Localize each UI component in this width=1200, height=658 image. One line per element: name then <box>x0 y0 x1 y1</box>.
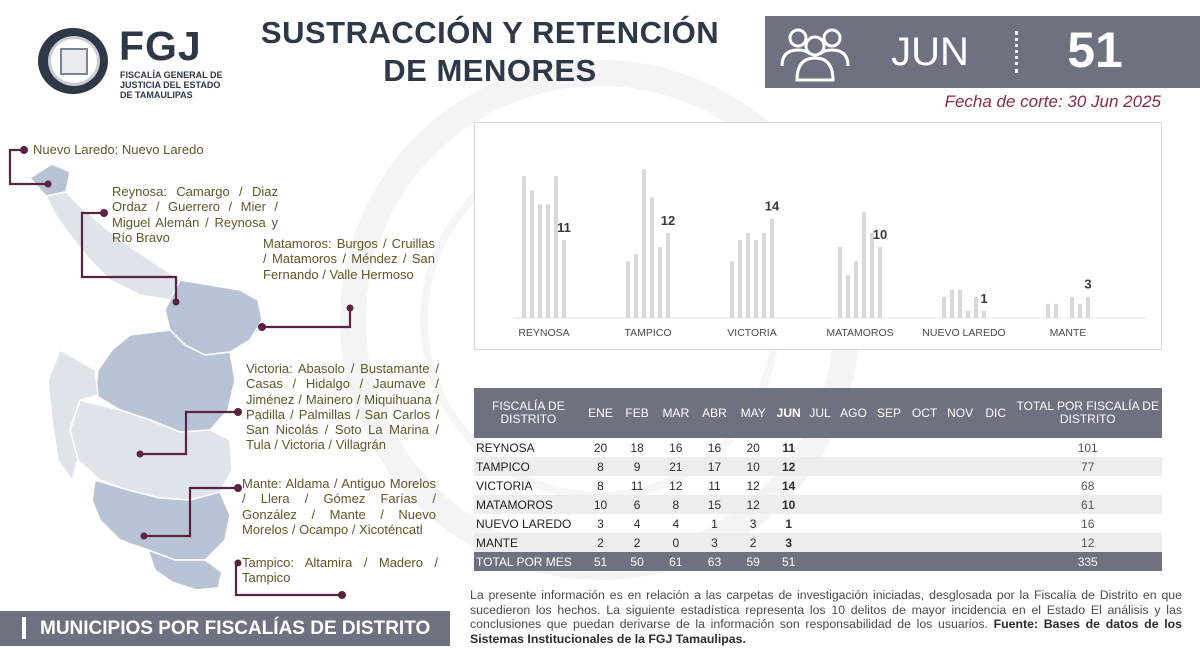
table-cell <box>942 533 978 552</box>
table-cell: 3 <box>696 533 734 552</box>
category-label-matamoros: MATAMOROS <box>826 327 894 339</box>
table-cell: TAMPICO <box>474 457 583 476</box>
table-cell <box>871 457 907 476</box>
col-header-may: MAY <box>733 388 773 438</box>
table-cell <box>942 438 978 457</box>
data-table <box>474 388 1162 571</box>
table-cell: 16 <box>707 440 722 455</box>
table-cell <box>804 533 835 552</box>
bar-victoria-abr <box>754 240 758 318</box>
table-cell <box>871 476 907 495</box>
logo-subtitle: FISCALÍA GENERAL DE JUSTICIA DEL ESTADO DE TAMAULIPAS <box>120 70 223 100</box>
bar-matamoros-jun <box>878 247 882 318</box>
table-footer-cell <box>978 552 1014 571</box>
table-cell <box>871 438 907 457</box>
table-cell <box>804 438 835 457</box>
table-cell: 77 <box>1013 457 1162 476</box>
data-label-matamoros: 10 <box>872 227 888 243</box>
col-header-ene: ENE <box>583 388 619 438</box>
table-cell <box>907 533 943 552</box>
col-header-dic: DIC <box>978 388 1014 438</box>
table-footer-cell: 335 <box>1013 552 1162 571</box>
table-cell <box>804 495 835 514</box>
table-cell: 6 <box>618 495 656 514</box>
data-label-reynosa: 11 <box>557 220 571 235</box>
bar-matamoros-abr <box>862 212 866 318</box>
bar-nuevo-laredo-abr <box>966 311 970 318</box>
legend-mark <box>22 617 26 639</box>
note-text: La presente información es en relación a las carpetas de investigación iniciadas, desglosada por la Fiscalía de Distrito en que sucedieron los hechos. La siguiente estadística representa los 10 delitos de mayor incidencia en el Estado El análisis y las conclusiones que puedan derivarse de la información son responsabilidad de los usuarios. <box>470 588 1182 632</box>
table-cell <box>836 476 872 495</box>
table-cell: 11 <box>782 440 796 455</box>
bar-tampico-jun <box>666 233 670 318</box>
table-cell: 16 <box>669 440 683 455</box>
table-row <box>474 533 1162 552</box>
table-cell <box>978 533 1014 552</box>
table-cell: 12 <box>773 457 804 476</box>
map-label-tampico: Tampico: Altamira / Madero / Tampico <box>242 555 438 586</box>
table-cell: 3 <box>597 516 604 531</box>
table-cell: 12 <box>746 478 760 493</box>
bar-tampico-mar <box>642 169 646 318</box>
bar-mante-may <box>1078 304 1082 318</box>
bar-matamoros-feb <box>846 275 850 318</box>
table-cell <box>907 438 943 457</box>
bar-matamoros-ene <box>838 247 842 318</box>
table-cell: 15 <box>696 495 734 514</box>
methodology-note <box>470 588 1182 646</box>
table-cell: 1 <box>711 516 718 531</box>
table-cell <box>804 476 835 495</box>
table-cell <box>907 514 943 533</box>
bar-chart <box>474 122 1162 350</box>
bar-nuevo-laredo-feb <box>950 290 954 318</box>
table-cell <box>836 533 872 552</box>
table-footer-cell: 51 <box>583 552 619 571</box>
table-cell: 8 <box>597 478 604 493</box>
note-source: Fuente: Bases de datos de los Sistemas Institucionales de la FGJ Tamaulipas. <box>470 617 1182 646</box>
bar-nuevo-laredo-ene <box>942 297 946 318</box>
month-label: JUN <box>891 30 969 74</box>
month-divider <box>1015 31 1018 73</box>
table-row <box>474 438 1162 457</box>
table-cell: 4 <box>633 516 641 531</box>
bar-tampico-abr <box>650 197 654 318</box>
table-cell: 2 <box>583 533 619 552</box>
table-cell: 12 <box>733 495 773 514</box>
bar-tampico-feb <box>634 254 638 318</box>
category-label-mante: MANTE <box>1049 327 1087 339</box>
bar-nuevo-laredo-mar <box>958 290 962 318</box>
table-footer-cell <box>871 552 907 571</box>
table-cell <box>836 438 872 457</box>
table-cell <box>978 514 1014 533</box>
table-cell: 16 <box>1081 516 1095 531</box>
col-header-jul: JUL <box>804 388 835 438</box>
table-footer-cell: 61 <box>656 552 696 571</box>
table-cell: 12 <box>669 478 683 493</box>
bar-reynosa-ene <box>522 176 526 318</box>
table-cell <box>978 457 1014 476</box>
map-label-nuevo-laredo: Nuevo Laredo: Nuevo Laredo <box>33 142 204 157</box>
table-cell <box>942 476 978 495</box>
table-cell: 17 <box>696 457 734 476</box>
table-cell: 4 <box>672 516 680 531</box>
fgj-seal-shield <box>60 48 88 75</box>
bar-matamoros-mar <box>854 261 858 318</box>
bar-matamoros-may <box>870 233 874 318</box>
table-footer-cell: 59 <box>733 552 773 571</box>
category-label-reynosa: REYNOSA <box>518 327 570 339</box>
table-cell: MANTE <box>474 533 583 552</box>
table-cell <box>871 533 907 552</box>
col-header-nov: NOV <box>942 388 978 438</box>
table-cell: 20 <box>593 440 608 455</box>
table-footer-cell: 63 <box>696 552 734 571</box>
table-footer-cell: TOTAL POR MES <box>474 552 583 571</box>
table-cell <box>978 438 1014 457</box>
table-cell: 8 <box>656 495 696 514</box>
data-label-nuevo-laredo: 1 <box>980 290 988 306</box>
col-header-feb: FEB <box>618 388 656 438</box>
table-cell <box>871 514 907 533</box>
table-cell <box>978 495 1014 514</box>
table-cell: 3 <box>749 516 757 531</box>
bar-tampico-ene <box>626 261 630 318</box>
table-footer-cell <box>907 552 943 571</box>
table-cell <box>836 457 872 476</box>
col-header-abr: ABR <box>696 388 734 438</box>
bar-victoria-mar <box>746 233 750 318</box>
table-row <box>474 476 1162 495</box>
month-total: 51 <box>1067 22 1123 78</box>
table-cell: 10 <box>773 495 804 514</box>
map-legend-title: MUNICIPIOS POR FISCALÍAS DE DISTRITO <box>40 618 431 639</box>
table-cell: 11 <box>630 478 644 493</box>
table-cell <box>871 495 907 514</box>
table-cell <box>804 514 835 533</box>
bar-reynosa-may <box>554 176 558 318</box>
map-label-matamoros: Matamoros: Burgos / Cruillas / Matamoros / Méndez / San Fernando / Valle Hermoso <box>263 236 435 282</box>
page-title: SUSTRACCIÓN Y RETENCIÓN DE MENORES <box>260 15 720 88</box>
table-cell <box>942 495 978 514</box>
col-header-sep: SEP <box>871 388 907 438</box>
table-cell: 10 <box>733 457 773 476</box>
table-cell <box>907 457 943 476</box>
table-header-row <box>474 388 1162 438</box>
table-cell: REYNOSA <box>476 440 535 455</box>
table-footer-cell <box>804 552 835 571</box>
people-group-icon <box>778 22 852 82</box>
table-cell <box>836 514 872 533</box>
table-cell <box>907 495 943 514</box>
data-label-victoria: 14 <box>764 198 780 214</box>
table-cell: 1 <box>785 516 793 531</box>
table-row <box>474 495 1162 514</box>
data-label-mante: 3 <box>1084 276 1092 292</box>
table-cell: MATAMOROS <box>474 495 583 514</box>
table-footer-cell: 51 <box>773 552 804 571</box>
table-cell: 61 <box>1013 495 1162 514</box>
col-header-jun: JUN <box>773 388 804 438</box>
table-cell <box>804 457 835 476</box>
category-label-nuevo-laredo: NUEVO LAREDO <box>922 327 1006 339</box>
cutoff-date: Fecha de corte: 30 Jun 2025 <box>944 92 1161 111</box>
bar-nuevo-laredo-jun <box>982 311 986 318</box>
table-cell: 8 <box>583 457 619 476</box>
table-cell <box>942 514 978 533</box>
bar-victoria-feb <box>738 240 742 318</box>
table-cell: 0 <box>656 533 696 552</box>
table-cell: 20 <box>746 440 760 455</box>
col-header-district: FISCALÍA DE DISTRITO <box>474 388 583 438</box>
table-cell: 101 <box>1077 440 1098 455</box>
table-cell: 21 <box>656 457 696 476</box>
bar-reynosa-mar <box>538 205 542 318</box>
table-cell: 2 <box>733 533 773 552</box>
table-footer-cell <box>942 552 978 571</box>
table-footer-cell: 50 <box>618 552 656 571</box>
bar-nuevo-laredo-may <box>974 297 978 318</box>
bar-reynosa-abr <box>546 205 550 318</box>
map-label-reynosa: Reynosa: Camargo / Diaz Ordaz / Guerrero / Mier / Miguel Alemán / Reynosa y Río Bravo <box>112 184 278 245</box>
region-nuevo-laredo <box>30 164 70 196</box>
map-label-mante: Mante: Aldama / Antiguo Morelos / Llera / Gómez Farías / González / Mante / Nuevo Morelos / Ocampo / Xicoténcatl <box>242 476 436 537</box>
table-cell: 9 <box>618 457 656 476</box>
table-cell <box>907 476 943 495</box>
table-cell: 14 <box>782 478 796 493</box>
table-footer-cell <box>836 552 872 571</box>
bar-reynosa-jun <box>562 240 566 318</box>
table-cell: 2 <box>618 533 656 552</box>
logo-acronym: FGJ <box>119 23 202 69</box>
table-cell: 11 <box>708 478 721 493</box>
table-cell: 12 <box>1013 533 1162 552</box>
col-header-oct: OCT <box>907 388 943 438</box>
bar-tampico-may <box>658 247 662 318</box>
table-cell: 18 <box>630 440 644 455</box>
table-row <box>474 457 1162 476</box>
map-label-victoria: Victoria: Abasolo / Bustamante / Casas / Hidalgo / Jaumave / Jiménez / Mainero / Miquihuana / Padilla / Palmillas / San Carlos / San Nicolás / Soto La Marina / Tula / Victoria / Villagrán <box>246 361 439 453</box>
bar-victoria-jun <box>770 219 774 318</box>
col-header-mar: MAR <box>656 388 696 438</box>
col-header-total: TOTAL POR FISCALÍA DE DISTRITO <box>1013 388 1162 438</box>
table-cell <box>942 457 978 476</box>
bar-reynosa-feb <box>530 190 534 318</box>
table-cell: VICTORIA <box>476 478 533 493</box>
category-label-tampico: TAMPICO <box>624 327 672 339</box>
bar-mante-abr <box>1070 297 1074 318</box>
bar-mante-feb <box>1054 304 1058 318</box>
data-label-tampico: 12 <box>660 212 676 228</box>
table-cell: 10 <box>583 495 619 514</box>
table-cell: NUEVO LAREDO <box>476 516 572 531</box>
bar-victoria-may <box>762 233 766 318</box>
bar-mante-ene <box>1046 304 1050 318</box>
bar-victoria-ene <box>730 261 734 318</box>
col-header-ago: AGO <box>836 388 872 438</box>
bar-mante-jun <box>1086 297 1090 318</box>
table-cell: 3 <box>773 533 804 552</box>
category-label-victoria: VICTORIA <box>727 327 777 339</box>
table-row <box>474 514 1162 533</box>
table-cell <box>836 495 872 514</box>
table-footer-row <box>474 552 1162 571</box>
table-cell: 68 <box>1081 478 1095 493</box>
table-cell <box>978 476 1014 495</box>
